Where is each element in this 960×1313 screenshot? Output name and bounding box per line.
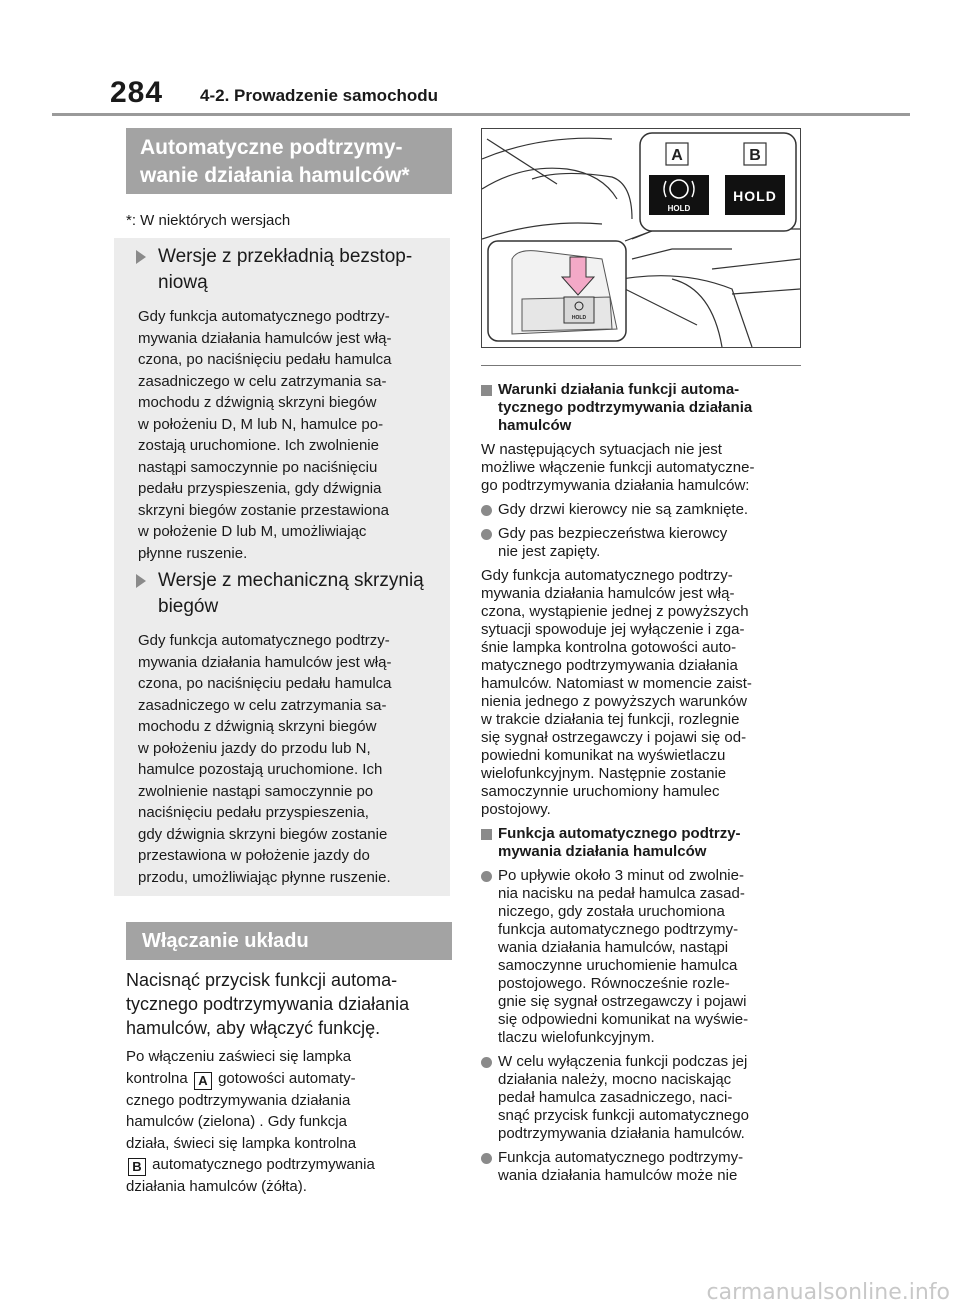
- para-line: możliwe włączenie funkcji automatyczne-: [481, 459, 755, 476]
- body-line: zasadniczego w celu zatrzymania sa-: [138, 696, 387, 714]
- label-a-icon: A: [194, 1072, 212, 1090]
- body-line: płynne ruszenie.: [138, 544, 248, 562]
- body-line: czona, po naciśnięciu pedału hamulca: [138, 675, 392, 692]
- bullet-line: Gdy pas bezpieczeństwa kierowcy: [498, 525, 728, 542]
- footnote: *: W niektórych wersjach: [126, 212, 291, 229]
- para-line: śnie lampka kontrolna gotowości auto-: [481, 639, 737, 656]
- indicator-b-text: HOLD: [733, 188, 777, 204]
- condition-heading: [481, 381, 806, 435]
- body-line: Gdy funkcja automatycznego podtrzy-: [138, 632, 390, 649]
- bullet-line: nie jest zapięty.: [498, 543, 601, 560]
- circle-bullet-icon: [481, 1057, 492, 1068]
- dashboard-illustration: [481, 128, 801, 348]
- bullet-line: gnie się sygnał ostrzegawczy i pojawi: [498, 993, 747, 1010]
- body-line: w położeniu D, M lub N, hamulce po-: [138, 415, 384, 433]
- section-title-line: wanie działania hamulców*: [140, 164, 410, 187]
- para-line: W następujących sytuacjach nie jest: [481, 441, 722, 458]
- para-line: nienia jednego z powyższych warunków: [481, 693, 747, 710]
- label-a-text: A: [671, 147, 683, 164]
- body-line: w położeniu jazdy do przodu lub N,: [138, 739, 371, 757]
- bullet-line: samoczynne uruchomienie hamulca: [498, 957, 738, 974]
- detail-line: Po włączeniu zaświeci się lampka: [126, 1048, 352, 1065]
- bullet-line: postojowego. Równocześnie rozle-: [498, 975, 730, 992]
- triangle-bullet-icon: [136, 250, 146, 264]
- right-column: [481, 375, 806, 1185]
- variant-title: [130, 568, 440, 620]
- heading-line: mywania działania hamulców: [498, 843, 707, 860]
- body-line: Gdy funkcja automatycznego podtrzy-: [138, 308, 390, 325]
- body-line: zostają uruchomione. Ich zwolnienie: [138, 437, 379, 454]
- subsection-title: Włączanie układu: [126, 922, 452, 960]
- body-line: zasadniczego w celu zatrzymania sa-: [138, 372, 387, 390]
- label-b-icon: B: [128, 1158, 146, 1176]
- paragraph: [481, 567, 806, 819]
- heading-line: tycznego podtrzymywania działania: [498, 399, 753, 416]
- para-line: go podtrzymywania działania hamulców:: [481, 477, 750, 494]
- body-line: mochodu z dźwignią skrzyni biegów: [138, 394, 377, 411]
- header-divider: [52, 113, 910, 116]
- bullet-line: nia nacisku na pedał hamulca zasad-: [498, 885, 745, 902]
- circle-bullet-icon: [481, 529, 492, 540]
- detail-line: [126, 1154, 446, 1176]
- variant-title-line: Wersje z przekładnią bezstop-: [158, 246, 413, 267]
- variant-cvt: [130, 244, 440, 564]
- para-line: wielofunkcyjnym. Następnie zostanie: [481, 765, 727, 782]
- body-line: mochodu z dźwignią skrzyni biegów: [138, 718, 377, 735]
- bullet-line: się odpowiedni komunikat na wyświe-: [498, 1011, 749, 1028]
- hold-button-text: HOLD: [571, 315, 587, 321]
- square-bullet-icon: [481, 385, 492, 396]
- bullet-line: tlaczu wielofunkcyjnym.: [498, 1029, 655, 1046]
- detail-text: kontrolna: [126, 1069, 188, 1087]
- square-bullet-icon: [481, 829, 492, 840]
- function-heading: [481, 825, 806, 861]
- detail-text: gotowości automaty-: [218, 1069, 356, 1087]
- bullet-line: snąć przycisk funkcji automatycznego: [498, 1107, 749, 1124]
- detail-line: cznego podtrzymywania działania: [126, 1091, 351, 1109]
- instruction: [126, 968, 456, 1040]
- para-line: hamulców. Natomiast w momencie zaist-: [481, 675, 752, 692]
- bullet-line: podtrzymywania działania hamulców.: [498, 1125, 745, 1142]
- page-number: 284: [110, 76, 164, 109]
- bullet-line: Po upływie około 3 minut od zwolnie-: [498, 867, 744, 884]
- variant-body: [130, 630, 440, 888]
- detail-line: [126, 1068, 446, 1090]
- section-title-line: Automatyczne podtrzymy-: [140, 136, 403, 159]
- body-line: gdy dźwignia skrzyni biegów zostanie: [138, 825, 388, 843]
- instruction-line: tycznego podtrzymywania działania: [126, 994, 410, 1014]
- bullet-line: W celu wyłączenia funkcji podczas jej: [498, 1053, 748, 1070]
- body-line: skrzyni biegów zostanie przestawiona: [138, 501, 389, 519]
- bullet-item: [481, 1053, 806, 1143]
- bullet-line: niczego, gdy została uruchomiona: [498, 903, 725, 920]
- bullet-line: funkcja automatycznego podtrzymy-: [498, 921, 739, 938]
- heading-line: Funkcja automatycznego podtrzy-: [498, 825, 741, 842]
- detail-text: automatycznego podtrzymywania: [152, 1156, 375, 1173]
- body-line: zwolnienie nastąpi samoczynnie po: [138, 782, 374, 800]
- body-line: naciśnięciu pedału przyspieszenia,: [138, 804, 369, 821]
- body-line: pedału przyspieszenia, gdy dźwignia: [138, 480, 382, 497]
- variant-body: [130, 306, 440, 564]
- bullet-line: wania działania hamulców, nastąpi: [498, 939, 729, 956]
- instruction-line: hamulców, aby włączyć funkcję.: [126, 1018, 381, 1038]
- body-line: przodu, umożliwiając płynne ruszenie.: [138, 868, 391, 886]
- detail-line: działania hamulców (żółta).: [126, 1178, 307, 1195]
- para-line: sytuacji spowoduje jej wyłączenie i zga-: [481, 621, 745, 638]
- variant-title-line: biegów: [158, 596, 219, 617]
- detail-line: hamulców (zielona) . Gdy funkcja: [126, 1113, 347, 1130]
- body-line: przestawiona w położenie jazdy do: [138, 847, 370, 864]
- bullet-line: wania działania hamulców może nie: [498, 1167, 738, 1184]
- label-b-text: B: [749, 147, 761, 164]
- instruction-line: Nacisnąć przycisk funkcji automa-: [126, 970, 398, 990]
- heading-line: hamulców: [498, 417, 572, 434]
- bullet-line: Funkcja automatycznego podtrzymy-: [498, 1149, 744, 1166]
- body-line: w położenie D lub M, umożliwiając: [138, 523, 367, 540]
- circle-bullet-icon: [481, 505, 492, 516]
- variant-title-line: Wersje z mechaniczną skrzynią: [158, 570, 424, 591]
- indicator-description: [126, 1046, 446, 1198]
- variant-title-line: niową: [158, 272, 208, 293]
- variant-manual: [130, 568, 440, 888]
- body-line: mywania działania hamulców jest włą-: [138, 329, 392, 347]
- section-title: [126, 128, 452, 194]
- para-line: powiedni komunikat na wyświetlaczu: [481, 747, 726, 764]
- circle-bullet-icon: [481, 871, 492, 882]
- bullet-item: [481, 501, 806, 519]
- triangle-bullet-icon: [136, 574, 146, 588]
- bullet-line: Gdy drzwi kierowcy nie są zamknięte.: [498, 501, 749, 518]
- dashboard-drawing: [482, 129, 800, 347]
- para-line: czona, wystąpienie jednej z powyższych: [481, 603, 749, 620]
- body-line: czona, po naciśnięciu pedału hamulca: [138, 351, 392, 368]
- para-line: mywania działania hamulców jest włą-: [481, 585, 735, 602]
- para-line: matycznego podtrzymywania działania: [481, 657, 738, 674]
- para-line: postojowy.: [481, 801, 551, 818]
- body-line: mywania działania hamulców jest włą-: [138, 653, 392, 671]
- variant-title: [130, 244, 440, 296]
- bullet-item: [481, 1149, 806, 1185]
- heading-line: Warunki działania funkcji automa-: [498, 381, 740, 398]
- body-line: nastąpi samoczynnie po naciśnięciu: [138, 458, 378, 476]
- bullet-line: pedał hamulca zasadniczego, naci-: [498, 1089, 733, 1106]
- paragraph: [481, 441, 806, 495]
- section-header: 4-2. Prowadzenie samochodu: [200, 86, 439, 105]
- para-line: samoczynnie uruchomiony hamulec: [481, 783, 720, 800]
- bullet-item: [481, 525, 806, 561]
- detail-line: działa, świeci się lampka kontrolna: [126, 1134, 357, 1152]
- indicator-a-text: HOLD: [667, 204, 691, 213]
- bullet-line: działania należy, mocno naciskając: [498, 1071, 732, 1088]
- bullet-item: [481, 867, 806, 1047]
- circle-bullet-icon: [481, 1153, 492, 1164]
- body-line: hamulce pozostają uruchomione. Ich: [138, 761, 383, 778]
- para-line: się sygnał ostrzegawczy i pojawi się od-: [481, 729, 747, 746]
- illustration-divider: [481, 365, 801, 366]
- watermark: carmanualsonline.info: [706, 1280, 950, 1305]
- para-line: w trakcie działania tej funkcji, rozlegnie: [481, 711, 740, 728]
- para-line: Gdy funkcja automatycznego podtrzy-: [481, 567, 733, 584]
